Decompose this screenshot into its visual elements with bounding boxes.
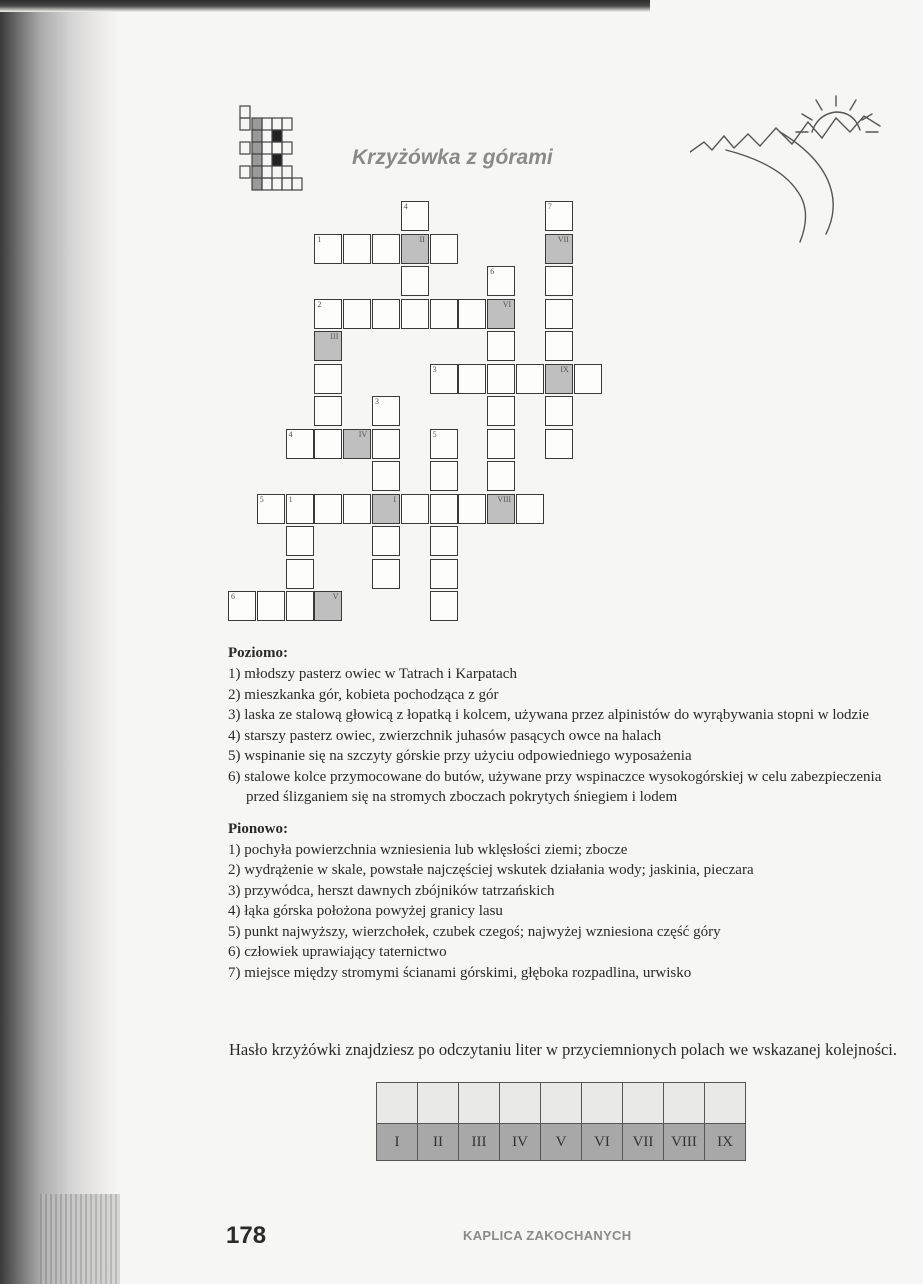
across-clues-list: [228, 664, 908, 808]
crossword-cell[interactable]: [372, 234, 400, 264]
solution-label: VI: [582, 1124, 623, 1161]
solution-label: I: [377, 1124, 418, 1161]
down-clue: 6) człowiek uprawiający taternictwo: [228, 944, 447, 960]
crossword-cell-highlighted[interactable]: [314, 331, 342, 361]
solution-index-label: V: [332, 592, 339, 601]
crossword-cell[interactable]: [372, 559, 400, 589]
crossword-cell[interactable]: [314, 396, 342, 426]
crossword-cell[interactable]: [487, 331, 515, 361]
solution-index-label: VII: [557, 234, 569, 244]
crossword-cell[interactable]: [487, 461, 515, 491]
crossword-cell[interactable]: [516, 364, 544, 394]
crossword-cell[interactable]: [545, 299, 573, 329]
across-clue: 4) starszy pasterz owiec, zwierzchnik juhasów pasących owce na halach: [228, 727, 662, 744]
crossword-cell[interactable]: [314, 429, 342, 459]
solution-letter-cell[interactable]: [377, 1083, 418, 1124]
solution-letter-cell[interactable]: [459, 1083, 500, 1124]
crossword-cell[interactable]: [458, 364, 486, 394]
crossword-cell[interactable]: [487, 429, 515, 459]
crossword-cell[interactable]: [401, 494, 429, 524]
crossword-cell[interactable]: [372, 396, 400, 426]
clue-number: 1: [288, 494, 293, 504]
crossword-cell[interactable]: [516, 494, 544, 524]
crossword-cell-highlighted[interactable]: [314, 591, 342, 621]
clue-number: 2: [317, 299, 322, 309]
solution-letter-cell[interactable]: [500, 1083, 541, 1124]
crossword-cell[interactable]: [286, 429, 314, 459]
page-number: 178: [226, 1222, 267, 1249]
solution-label-row: [377, 1124, 746, 1161]
down-clue: 2) wydrążenie w skale, powstałe najczęściej wskutek działania wody; jaskinia, pieczara: [228, 862, 754, 878]
crossword-cell[interactable]: [430, 559, 458, 589]
crossword-cell[interactable]: [401, 299, 429, 329]
crossword-cell[interactable]: [430, 299, 458, 329]
down-heading: Pionowo:: [228, 820, 288, 837]
solution-table: [376, 1082, 746, 1161]
crossword-cell[interactable]: [430, 364, 458, 394]
crossword-cell[interactable]: [458, 494, 486, 524]
crossword-cell[interactable]: [343, 234, 371, 264]
solution-letter-cell[interactable]: [623, 1083, 664, 1124]
crossword-cell[interactable]: [372, 526, 400, 556]
clues-section: [228, 642, 908, 991]
solution-label: VIII: [664, 1124, 705, 1161]
page-title: Krzyżówka z górami: [352, 146, 553, 169]
crossword-cell[interactable]: [430, 494, 458, 524]
crossword-cell[interactable]: [372, 461, 400, 491]
crossword-cell[interactable]: [401, 201, 429, 231]
clue-number: 6: [490, 267, 495, 276]
binding-shadow: [0, 0, 120, 1284]
crossword-cell[interactable]: [430, 461, 458, 491]
crossword-cell[interactable]: [401, 266, 429, 296]
crossword-cell[interactable]: [458, 299, 486, 329]
solution-label: V: [541, 1124, 582, 1161]
solution-letter-row: [377, 1083, 746, 1124]
crossword-cell[interactable]: [372, 429, 400, 459]
across-clue: 5) wspinanie się na szczyty górskie przy użyciu odpowiedniego wyposażenia: [228, 748, 692, 764]
across-clue: 3) laska ze stalową głowicą z łopatką i kolcem, używana przez alpinistów do wyrąbywania stopni w lodzie: [228, 707, 870, 723]
crossword-cell[interactable]: [574, 364, 602, 394]
solution-index-label: IV: [358, 429, 368, 439]
book-title: KAPLICA ZAKOCHANYCH: [463, 1228, 632, 1243]
binding-stripes: [40, 1194, 120, 1284]
across-heading: Poziomo:: [228, 645, 288, 661]
across-clue: 2) mieszkanka gór, kobieta pochodząca z gór: [228, 686, 499, 703]
solution-label: IV: [500, 1124, 541, 1161]
crossword-cell-highlighted[interactable]: [401, 234, 429, 264]
solution-letter-cell[interactable]: [664, 1083, 705, 1124]
crossword-cell[interactable]: [545, 331, 573, 361]
crossword-cell[interactable]: [286, 559, 314, 589]
crossword-cell[interactable]: [257, 591, 285, 621]
solution-label: II: [418, 1124, 459, 1161]
solution-index-label: VI: [502, 299, 512, 309]
clue-number: 7: [547, 202, 552, 211]
crossword-cell[interactable]: [545, 429, 573, 459]
crossword-cell[interactable]: [314, 299, 342, 329]
solution-letter-cell[interactable]: [418, 1083, 459, 1124]
down-clue: 4) łąka górska położona powyżej granicy lasu: [228, 903, 503, 919]
down-clue: 7) miejsce między stromymi ścianami górskimi, głęboka rozpadlina, urwisko: [228, 964, 692, 981]
crossword-cell[interactable]: [545, 266, 573, 296]
clue-number: 6: [231, 592, 235, 601]
down-clues-list: [228, 840, 908, 984]
crossword-cell[interactable]: [228, 591, 256, 621]
clue-number: 5: [432, 429, 437, 439]
clue-number: 1: [317, 234, 322, 244]
crossword-cell[interactable]: [545, 201, 573, 231]
crossword-cell[interactable]: [257, 494, 285, 524]
crossword-logo-icon: [238, 104, 308, 192]
crossword-cell[interactable]: [343, 299, 371, 329]
solution-label: IX: [705, 1124, 746, 1161]
clue-number: 4: [403, 202, 408, 211]
crossword-cell-highlighted[interactable]: [545, 364, 573, 394]
crossword-cell[interactable]: [430, 591, 458, 621]
crossword-cell[interactable]: [314, 234, 342, 264]
crossword-cell[interactable]: [487, 266, 515, 296]
solution-letter-cell[interactable]: [705, 1083, 746, 1124]
crossword-cell-highlighted[interactable]: [343, 429, 371, 459]
crossword-cell[interactable]: [314, 494, 342, 524]
down-clue: 5) punkt najwyższy, wierzchołek, czubek czegoś; najwyżej wzniesiona część góry: [228, 923, 721, 940]
solution-letter-cell[interactable]: [582, 1083, 623, 1124]
crossword-cell-highlighted[interactable]: [372, 494, 400, 524]
solution-letter-cell[interactable]: [541, 1083, 582, 1124]
crossword-cell[interactable]: [372, 299, 400, 329]
down-clue: 1) pochyła powierzchnia wzniesienia lub wklęsłości ziemi; zbocze: [228, 841, 628, 858]
crossword-cell[interactable]: [430, 526, 458, 556]
crossword-cell-highlighted[interactable]: [487, 299, 515, 329]
solution-index-label: III: [330, 332, 339, 341]
down-clue: 3) przywódca, herszt dawnych zbójników tatrzańskich: [228, 882, 555, 899]
mountains-sun-icon: [690, 92, 900, 252]
crossword-cell[interactable]: [286, 494, 314, 524]
crossword-cell-highlighted[interactable]: [487, 494, 515, 524]
solution-index-label: VIII: [497, 494, 512, 504]
crossword-cell[interactable]: [487, 364, 515, 394]
solution-label: III: [459, 1124, 500, 1161]
across-clue: 6) stalowe kolce przymocowane do butów, używane przy wspinaczce wysokogórskiej w celu zabezpieczenia przed ślizganiem się na stromych zboczach pokrytych śniegiem i lodem: [228, 768, 882, 805]
crossword-cell[interactable]: [286, 591, 314, 621]
solution-label: VII: [623, 1124, 664, 1161]
solution-index-label: II: [419, 234, 425, 244]
clue-number: 4: [288, 429, 293, 439]
across-clue: 1) młodszy pasterz owiec w Tatrach i Karpatach: [228, 666, 517, 682]
solution-instruction: Hasło krzyżówki znajdziesz po odczytaniu liter w przyciemnionych polach we wskazanej kolejności.: [229, 1040, 898, 1059]
crossword-cell[interactable]: [286, 526, 314, 556]
crossword-cell-highlighted[interactable]: [545, 234, 573, 264]
crossword-cell[interactable]: [487, 396, 515, 426]
crossword-cell[interactable]: [430, 234, 458, 264]
crossword-cell[interactable]: [343, 494, 371, 524]
clue-number: 3: [432, 364, 437, 374]
crossword-cell[interactable]: [545, 396, 573, 426]
clue-number: 3: [375, 397, 379, 406]
clue-number: 5: [259, 494, 264, 504]
solution-index-label: I: [393, 494, 396, 504]
page-edge-shadow: [0, 0, 650, 12]
solution-index-label: IX: [560, 364, 569, 374]
crossword-cell[interactable]: [314, 364, 342, 394]
crossword-cell[interactable]: [430, 429, 458, 459]
